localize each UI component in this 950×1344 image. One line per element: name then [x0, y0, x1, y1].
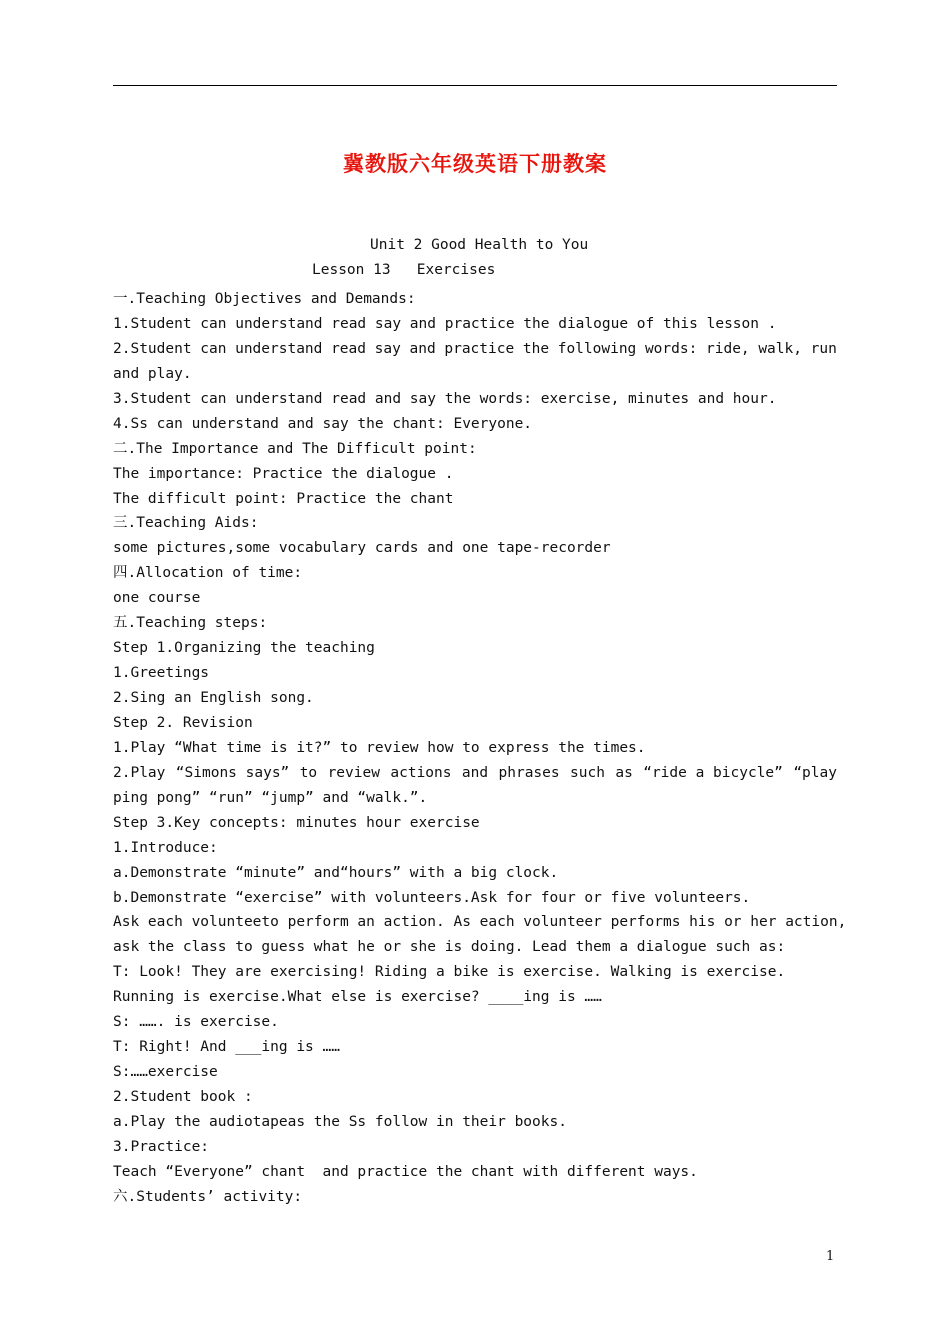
document-title: 冀教版六年级英语下册教案	[343, 151, 607, 176]
time-line: one course	[113, 590, 201, 607]
step-2-heading: Step 2. Revision	[113, 714, 253, 731]
dialogue-line: S:……exercise	[113, 1064, 218, 1081]
step-1-item-1: 1.Greetings	[113, 665, 210, 682]
lesson-heading: Lesson 13 Exercises	[312, 262, 496, 278]
paragraph-line: ask the class to guess what he or she is doing. Lead them a dialogue such as:	[113, 939, 786, 956]
objective-1: 1.Student can understand read say and practice the dialogue of this lesson .	[113, 315, 777, 332]
dialogue-line: T: Right! And ___ing is ……	[113, 1039, 340, 1056]
dialogue-line: Running is exercise.What else is exercise? ____ing is ……	[113, 989, 602, 1006]
importance-line: The importance: Practice the dialogue .	[113, 465, 454, 482]
practice-line: Teach “Everyone” chant and practice the chant with different ways.	[113, 1163, 698, 1180]
page-number: 1	[826, 1249, 835, 1264]
section-heading-steps: 五.Teaching steps:	[113, 615, 268, 632]
paragraph-line: Ask each volunteeto perform an action. As each volunteer performs his or her action,	[113, 914, 847, 931]
step-1-heading: Step 1.Organizing the teaching	[113, 640, 375, 657]
section-heading-activity: 六.Students’ activity:	[113, 1188, 303, 1205]
introduce-item-a: a.Demonstrate “minute” and“hours” with a big clock.	[113, 864, 559, 881]
objective-3: 3.Student can understand read and say the words: exercise, minutes and hour.	[113, 390, 777, 407]
introduce-item-b: b.Demonstrate “exercise” with volunteers.Ask for four or five volunteers.	[113, 889, 751, 906]
step-2-item-1: 1.Play “What time is it?” to review how to express the times.	[113, 739, 646, 756]
step-2-item-2: 2.Play “Simons says” to review actions and phrases such as “ride a bicycle” “play	[113, 764, 837, 781]
student-book-item-a: a.Play the audiotapeas the Ss follow in their books.	[113, 1113, 567, 1130]
header-rule	[113, 85, 837, 86]
objective-2: 2.Student can understand read say and practice the following words: ride, walk, run	[113, 340, 837, 357]
dialogue-line: T: Look! They are exercising! Riding a bike is exercise. Walking is exercise.	[113, 964, 786, 981]
section-heading-time: 四.Allocation of time:	[113, 565, 303, 582]
step-2-item-2-continued: ping pong” “run” “jump” and “walk.”.	[113, 789, 428, 806]
objective-2-continued: and play.	[113, 365, 192, 382]
introduce-heading: 1.Introduce:	[113, 839, 218, 856]
section-heading-importance: 二.The Importance and The Difficult point:	[113, 440, 477, 457]
aids-line: some pictures,some vocabulary cards and one tape-recorder	[113, 540, 611, 557]
section-heading-aids: 三.Teaching Aids:	[113, 515, 259, 532]
difficult-point-line: The difficult point: Practice the chant	[113, 490, 454, 507]
step-1-item-2: 2.Sing an English song.	[113, 690, 314, 706]
dialogue-line: S: ……. is exercise.	[113, 1014, 279, 1031]
section-heading-objectives: 一.Teaching Objectives and Demands:	[113, 291, 416, 307]
unit-heading: Unit 2 Good Health to You	[370, 237, 589, 253]
lesson-plan-body	[113, 287, 847, 1210]
practice-heading: 3.Practice:	[113, 1138, 210, 1155]
student-book-heading: 2.Student book :	[113, 1089, 253, 1105]
step-3-heading: Step 3.Key concepts: minutes hour exercise	[113, 814, 480, 831]
objective-4: 4.Ss can understand and say the chant: Everyone.	[113, 415, 533, 432]
